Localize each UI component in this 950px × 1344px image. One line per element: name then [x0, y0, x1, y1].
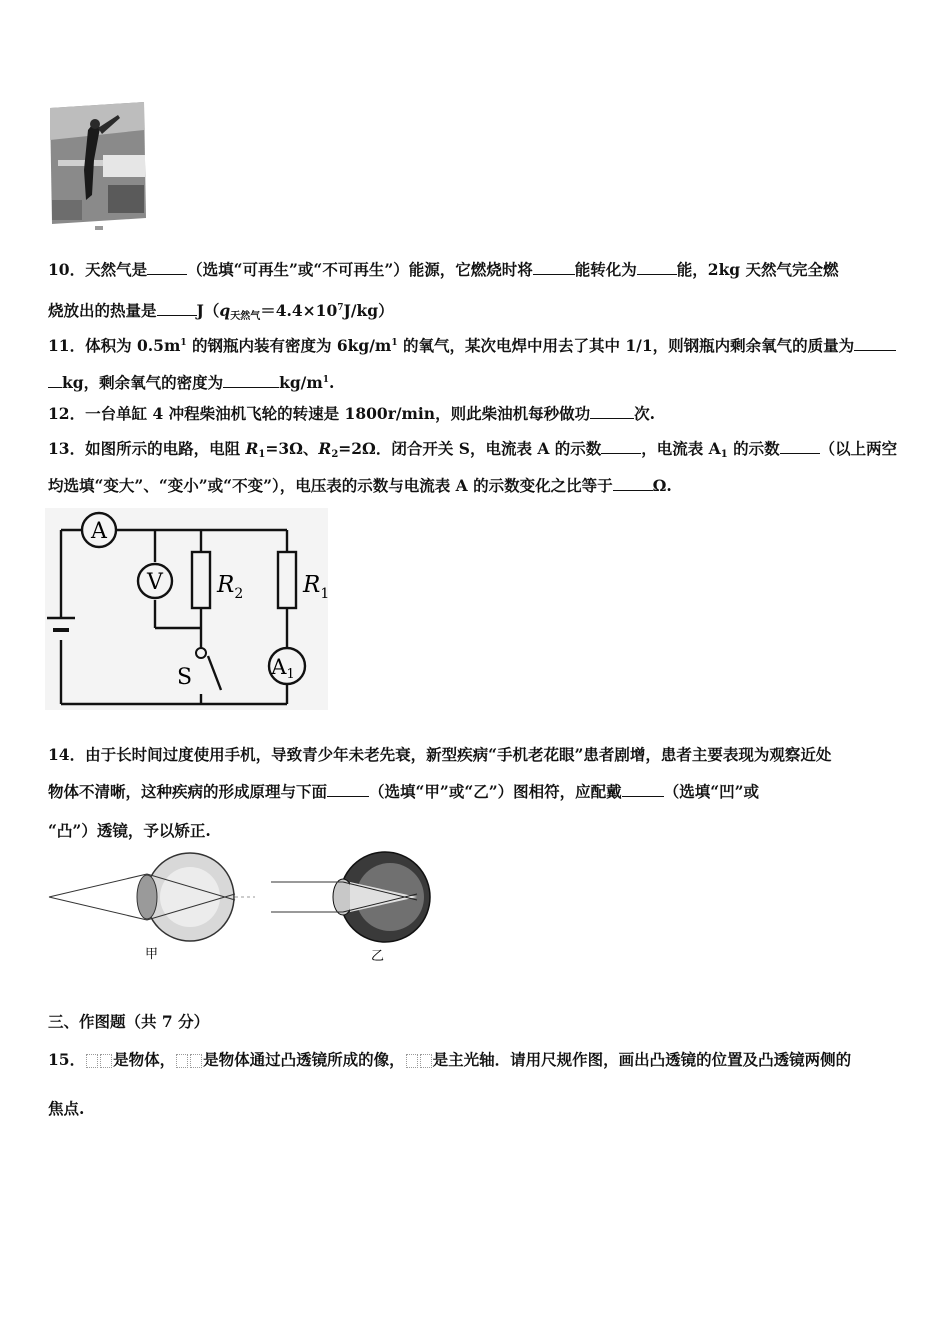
diver-photo: [48, 100, 148, 228]
question-11-line2: kg，剩余氧气的密度为 $kg/m^1$.: [48, 369, 908, 394]
eye-diagram-jia: [49, 853, 255, 941]
switch-label: S: [177, 665, 193, 690]
ammeter-a1-label: A: [271, 655, 287, 679]
photo-caption-mark: [95, 226, 103, 230]
ammeter-a1-sub: 1: [286, 667, 295, 682]
placeholder-glyph: [86, 1054, 98, 1068]
placeholder-glyph: [420, 1054, 432, 1068]
question-10-line2: 烧放出的热量是 $J(q_{天然气}=4.4\times 10^7J/kg)$: [48, 301, 394, 322]
placeholder-glyph: [406, 1054, 418, 1068]
eye-diagrams: [45, 850, 440, 970]
r2-label: R: [217, 572, 235, 598]
question-14-line2: 物体不清晰，这种疾病的形成原理与下面 （选填“甲”或“乙”）图相符，应配戴 （选填“凹”或: [48, 782, 760, 801]
placeholder-glyph: [176, 1054, 188, 1068]
label-yi: 乙: [371, 949, 385, 964]
section-3-title: 三、作图题（共 7 分）: [48, 1012, 210, 1031]
question-13-line2: 均选填“变大”、“变小”或“不变”），电压表的示数与电流表 A 的示数变化之比等于 Ω.: [48, 476, 672, 495]
question-15-line2: 焦点.: [48, 1099, 85, 1118]
circuit-diagram: [45, 508, 328, 710]
question-11-line1: 11．体积为 $0.5m^1$ 的钢瓶内装有密度为 $6kg/m^1$ 的氧气，某次电焊中用去了其中 1/1，则钢瓶内剩余氧气的质量为: [48, 332, 908, 357]
r2-sub: 2: [234, 586, 244, 602]
question-14-line1: 14．由于长时间过度使用手机，导致青少年未老先衰，新型疾病“手机老花眼”患者剧增，患者主要表现为观察近处: [48, 745, 832, 764]
question-15-line1: 15． 是物体， 是物体通过凸透镜所成的像， 是主光轴．请用尺规作图，画出凸透镜的位置及凸透镜两侧的: [48, 1050, 852, 1069]
ammeter-a-label: A: [91, 519, 107, 544]
voltmeter-label: V: [147, 570, 163, 595]
eye-diagram-yi: [271, 852, 430, 942]
placeholder-glyph: [190, 1054, 202, 1068]
placeholder-glyph: [100, 1054, 112, 1068]
question-13-line1: 13．如图所示的电路，电阻 $R_1=3\Omega$、$R_2=2\Omega$．闭合开关 S，电流表 A 的示数 ，电流表 $A_1$ 的示数 （以上两空: [48, 439, 898, 460]
r1-sub: 1: [320, 586, 330, 602]
r1-label: R: [303, 572, 321, 598]
question-12: 12．一台单缸 4 冲程柴油机飞轮的转速是 1800r/min，则此柴油机每秒做功 次.: [48, 404, 655, 423]
label-jia: 甲: [145, 947, 159, 962]
question-10-line1: 10．天然气是 （选填“可再生”或“不可再生”）能源，它燃烧时将 能转化为 能，2kg 天然气完全燃: [48, 260, 839, 279]
question-14-line3: “凸”）透镜，予以矫正.: [48, 821, 211, 840]
